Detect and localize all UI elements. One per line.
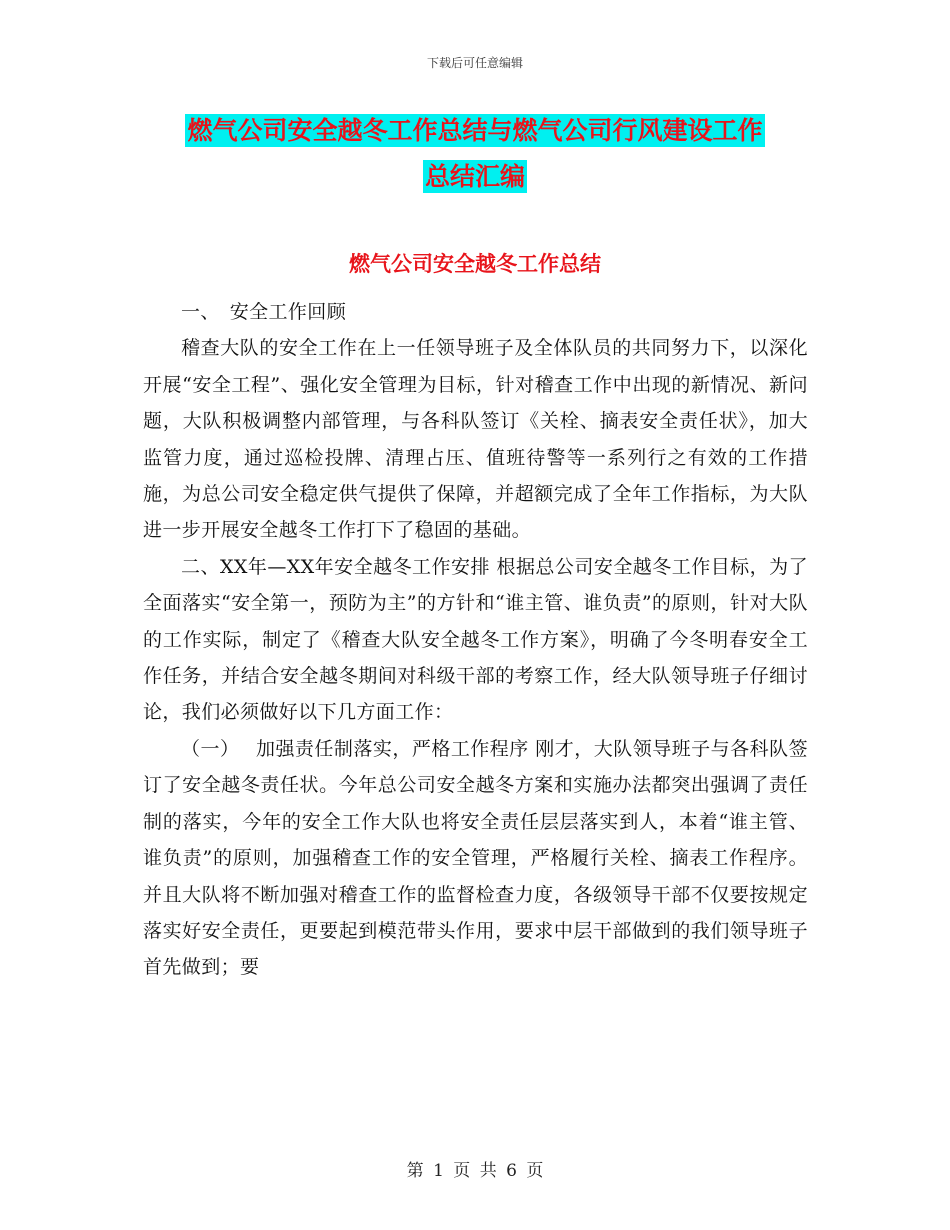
paragraph-review: 稽查大队的安全工作在上一任领导班子及全体队员的共同努力下，以深化开展“安全工程”、强化安全管理为目标，针对稽查工作中出现的新情况、新问题，大队积极调整内部管理，与各科队签订《关栓、摘表安全责任状》，加大监管力度，通过巡检投牌、清理占压、值班待警等一系列行之有效的工作措施，为总公司安全稳定供气提供了保障，并超额完成了全年工作指标，为大队进一步开展安全越冬工作打下了稳固的基础。	[143, 337, 808, 542]
paragraph-arrangement: 二、XX年—XX年安全越冬工作安排 根据总公司安全越冬工作目标，为了全面落实“安全第一，预防为主”的方针和“谁主管、谁负责”的原则，针对大队的工作实际，制定了《稽查大队安全越冬工作方案》，明确了今冬明春安全工作任务，并结合安全越冬期间对科级干部的考察工作，经大队领导班子仔细讨论，我们必须做好以下几方面工作：	[143, 555, 808, 724]
document-body	[143, 294, 808, 986]
document-title-line-2: 总结汇编	[424, 162, 525, 191]
header-note: 下载后可任意编辑	[426, 56, 523, 70]
document-title	[0, 108, 950, 200]
paragraph-heading-review: 一、 安全工作回顾	[181, 301, 347, 323]
page-footer: 第 1 页 共 6 页	[406, 1161, 544, 1181]
section-title: 燃气公司安全越冬工作总结	[349, 252, 601, 276]
document-title-line-1: 燃气公司安全越冬工作总结与燃气公司行风建设工作	[187, 116, 763, 145]
paragraph-responsibility: （一） 加强责任制落实，严格工作程序 刚才，大队领导班子与各科队签订了安全越冬责任状。今年总公司安全越冬方案和实施办法都突出强调了责任制的落实，今年的安全工作大队也将安全责任层层落实到人，本着“谁主管、谁负责”的原则，加强稽查工作的安全管理，严格履行关栓、摘表工作程序。并且大队将不断加强对稽查工作的监督检查力度，各级领导干部不仅要按规定落实好安全责任，更要起到模范带头作用，要求中层干部做到的我们领导班子首先做到；要	[143, 737, 808, 979]
